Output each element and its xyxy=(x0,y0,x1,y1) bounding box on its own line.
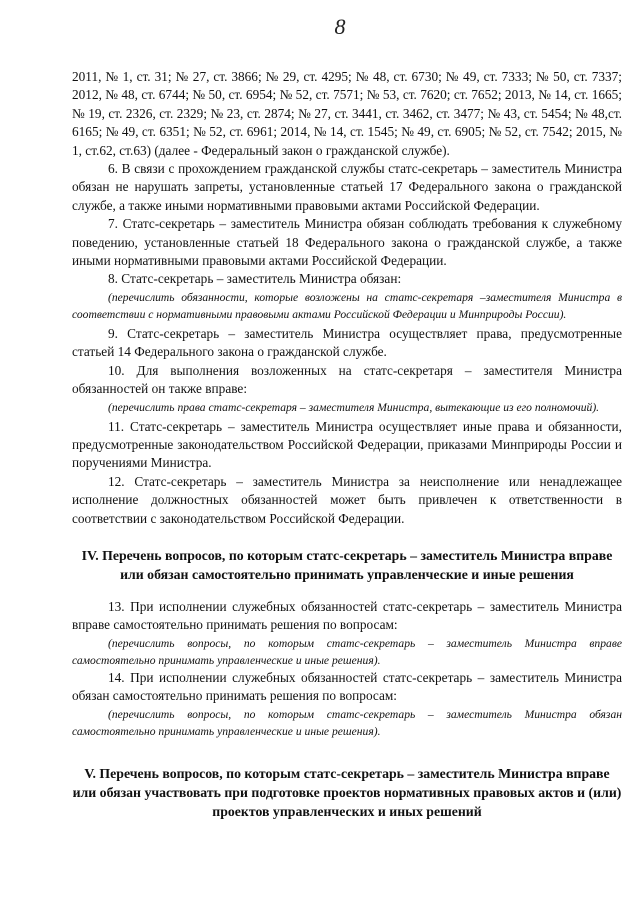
note-paragraph-13: (перечислить вопросы, по которым статс-секретарь – заместитель Министра вправе самостоятельно принимать управленческие и иные решения). xyxy=(72,636,622,667)
note-paragraph-14: (перечислить вопросы, по которым статс-секретарь – заместитель Министра обязан самостоятельно принимать управленческие и иные решения). xyxy=(72,707,622,738)
paragraph-intro: 2011, № 1, ст. 31; № 27, ст. 3866; № 29, ст. 4295; № 48, ст. 6730; № 49, ст. 7333; № 50, ст. 7337; 2012, № 48, ст. 6744; № 50, ст. 6954; № 52, ст. 7571; № 53, ст. 7620; ст. 7652; 2013, № 14, ст. 1665; № 19, ст. 2326, ст. 2329; № 23, ст. 2874; № 27, ст. 3441, ст. 3462, ст. 3477; № 43, ст. 5454; № 48,ст. 6165; № 49, ст. 6351; № 52, ст. 6961; 2014, № 14, ст. 1545; № 49, ст. 6905; № 52, ст. 7542; 2015, № 1, ст.62, ст.63) (далее - Федеральный закон о гражданской службе). xyxy=(72,69,622,158)
document-body xyxy=(72,68,622,835)
paragraph-12: 12. Статс-секретарь – заместитель Министра за неисполнение или ненадлежащее исполнение должностных обязанностей может быть привлечен к ответственности в соответствии с законодательством Российской Федерации. xyxy=(72,473,622,526)
paragraph-7: 7. Статс-секретарь – заместитель Министра обязан соблюдать требования к служебному поведению, установленные статьей 18 Федерального закона о гражданской службе, а также иными нормативными правовыми актами Российской Федерации. xyxy=(72,216,622,269)
paragraph-14: 14. При исполнении служебных обязанностей статс-секретарь – заместитель Министра обязан самостоятельно принимать решения по вопросам: xyxy=(72,669,622,704)
page-number: 8 xyxy=(334,14,346,39)
note-paragraph-10: (перечислить права статс-секретаря – заместителя Министра, вытекающие из его полномочий). xyxy=(108,400,600,414)
paragraph-9: 9. Статс-секретарь – заместитель Министра осуществляет права, предусмотренные статьей 14 Федерального закона о гражданской службе. xyxy=(72,325,622,360)
section-heading-iv: IV. Перечень вопросов, по которым статс-секретарь – заместитель Министра вправе или обязан самостоятельно принимать управленческие и иные решения xyxy=(81,547,613,582)
paragraph-6: 6. В связи с прохождением гражданской службы статс-секретарь – заместитель Министра обязан не нарушать запреты, установленные статьей 17 Федерального закона о гражданской службе, а также иными нормативными правовыми актами Российской Федерации. xyxy=(72,161,622,213)
paragraph-10: 10. Для выполнения возложенных на статс-секретаря – заместителя Министра обязанностей он также вправе: xyxy=(72,362,622,397)
section-heading-v: V. Перечень вопросов, по которым статс-секретарь – заместитель Министра вправе или обязан участвовать при подготовке проектов нормативных правовых актов и (или) проектов управленческих и иных решений xyxy=(72,765,622,819)
note-paragraph-8: (перечислить обязанности, которые возложены на статс-секретаря –заместителя Министра в соответствии с нормативными правовыми актами Российской Федерации и Минприроды России). xyxy=(72,290,622,321)
paragraph-11: 11. Статс-секретарь – заместитель Министра осуществляет иные права и обязанности, предусмотренные законодательством Российской Федерации, приказами Минприроды России и поручениями Министра. xyxy=(72,418,622,471)
paragraph-13: 13. При исполнении служебных обязанностей статс-секретарь – заместитель Министра вправе самостоятельно принимать решения по вопросам: xyxy=(72,598,622,633)
paragraph-8: 8. Статс-секретарь – заместитель Министра обязан: xyxy=(108,271,402,287)
